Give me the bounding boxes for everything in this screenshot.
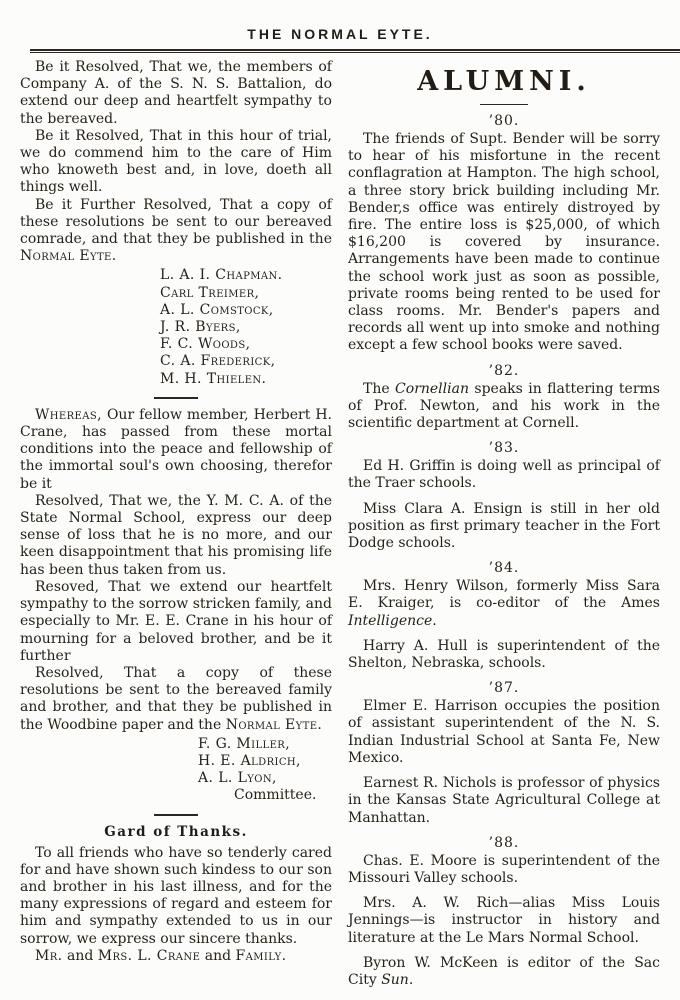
text-run: . bbox=[281, 947, 287, 964]
text-run: Be it Resolved, That in this hour of trial, we do commend him to the care of Him who knoweth best and, in love, doeth all things well. bbox=[20, 127, 332, 196]
signature-name: Carl Treimer, bbox=[160, 284, 260, 301]
card-of-thanks-paragraph bbox=[20, 845, 332, 948]
signature-name: C. A. Frederick, bbox=[160, 353, 276, 370]
text-run: Resolved, That we, the Y. M. C. A. of the State Normal School, express our deep sense of loss that he is no more, and our keen disappointment that his promising life has been thus taken from us. bbox=[20, 492, 332, 578]
text-run: Be it Further Resolved, That a copy of these resolutions be sent to our bereaved comrade, and that they be published in the bbox=[20, 196, 332, 248]
text-run: Mrs. L. Crane bbox=[97, 947, 201, 964]
alumni-entry-83-griffin bbox=[348, 458, 660, 492]
text-run: Normal Eyte bbox=[20, 248, 112, 265]
text-run: Earnest R. Nichols is professor of physics in the Kansas State Agricultural College at Manhattan. bbox=[348, 775, 660, 826]
alumni-heading-rule bbox=[480, 104, 528, 105]
section-divider bbox=[154, 397, 198, 399]
text-run: The bbox=[363, 380, 396, 397]
text-run: Cornellian bbox=[395, 380, 469, 397]
resolution-paragraph-3 bbox=[20, 197, 332, 266]
text-run: and bbox=[62, 947, 98, 964]
columns-container bbox=[0, 53, 680, 989]
right-column bbox=[348, 59, 660, 989]
signature-name: F. C. Woods, bbox=[160, 336, 251, 353]
text-run: Mrs. Henry Wilson, formerly Miss Sara E. Kraiger, is co-editor of the Ames bbox=[348, 578, 660, 612]
section-divider bbox=[154, 814, 198, 816]
alumni-entry-88-mckeen bbox=[348, 955, 660, 989]
card-of-thanks-heading: Gard of Thanks. bbox=[104, 823, 248, 840]
company-signature-list bbox=[20, 267, 332, 387]
committee-signature-list bbox=[20, 736, 332, 805]
resolved-copy-paragraph bbox=[20, 665, 332, 734]
text-run: Mr. bbox=[35, 947, 63, 964]
class-year-heading-82: ’82. bbox=[488, 362, 520, 379]
text-run: Resolved, That a copy of these resolutions be sent to the bereaved family and brother, and that they be published in the Woodbine paper and the bbox=[20, 664, 332, 733]
signature-name: L. A. I. Chapman. bbox=[160, 267, 283, 284]
text-run: . bbox=[111, 248, 117, 265]
class-year-heading-87: ’87. bbox=[488, 680, 520, 697]
alumni-entry-87-nichols bbox=[348, 775, 660, 827]
class-year-heading-83: ’83. bbox=[488, 440, 520, 457]
text-run: Harry A. Hull is superintendent of the Shelton, Nebraska, schools. bbox=[348, 637, 660, 672]
text-run: Be it Resolved, That we, the members of Company A. of the S. N. S. Battalion, do extend our deep and heartfelt sympathy to the bereaved. bbox=[20, 59, 332, 127]
resolution-paragraph-2 bbox=[20, 128, 332, 197]
resoved-sympathy-paragraph bbox=[20, 579, 332, 665]
alumni-entry-84-hull bbox=[348, 638, 660, 672]
text-run: To all friends who have so tenderly cared for and have shown such kindess to our son and brother in his last illness, and for the many expressions of regard and esteem for him and sympathy extended to us in our sorrow, we express our sincere thanks. bbox=[20, 844, 332, 947]
left-column bbox=[20, 59, 332, 989]
text-run: Byron W. McKeen is editor of the Sac City bbox=[348, 954, 660, 988]
alumni-entry-87-harrison bbox=[348, 698, 660, 767]
alumni-entry-83-ensign bbox=[348, 501, 660, 553]
card-of-thanks-signature bbox=[20, 948, 332, 965]
signature-name: M. H. Thielen. bbox=[160, 370, 267, 387]
text-run: Whereas, bbox=[35, 406, 102, 423]
signature-name: F. G. Miller, bbox=[198, 735, 291, 752]
text-run: . bbox=[408, 971, 414, 988]
text-run: Family bbox=[235, 947, 282, 964]
text-run: Ed H. Griffin is doing well as principal of the Traer schools. bbox=[348, 458, 660, 492]
alumni-entry-88-rich bbox=[348, 895, 660, 947]
text-run: The friends of Supt. Bender will be sorry to hear of his misfortune in the recent conflagration at Hampton. The high school, a three story brick building including Mr. Bender,s office was entirely distroyed by fire. The entire loss is $25,000, of which $16,200 is covered by insurance. Arrangements have been made to continue the school work just as soon as possible, private rooms being rented to be used for class rooms. Mr. Bender's papers and records all went up into smoke and nothing except a few school books were saved. bbox=[348, 131, 660, 354]
class-year-heading-88: ’88. bbox=[488, 834, 520, 851]
text-run: Normal Eyte bbox=[225, 716, 318, 733]
alumni-section-heading: ALUMNI. bbox=[417, 66, 591, 97]
signature-name: A. L. Comstock, bbox=[160, 301, 274, 318]
signature-name: J. R. Byers, bbox=[160, 319, 241, 336]
text-run: Miss Clara A. Ensign is still in her old position as first primary teacher in the Fort Dodge schools. bbox=[348, 500, 660, 552]
text-run: . bbox=[432, 612, 437, 629]
resolution-paragraph-1 bbox=[20, 59, 332, 128]
text-run: Our fellow member, Herbert H. Crane, has passed from these mortal conditions into the peace and fellowship of the immortal soul's own choosing, therefor be it bbox=[20, 406, 332, 492]
text-run: . bbox=[317, 716, 322, 733]
text-run: speaks in flattering terms of Prof. Newton, and his work in the scientific department at Cornell. bbox=[348, 380, 660, 432]
alumni-entry-88-moore bbox=[348, 853, 660, 887]
text-run: Resoved, That we extend our heartfelt sympathy to the sorrow stricken family, and especially to Mr. E. E. Crane in his hour of mourning for a beloved brother, and be it further bbox=[20, 578, 332, 664]
signature-name: H. E. Aldrich, bbox=[198, 752, 301, 769]
text-run: Sun bbox=[381, 971, 409, 988]
alumni-entry-80 bbox=[348, 131, 660, 355]
text-run: Intelligence bbox=[348, 612, 433, 629]
class-year-heading-84: ’84. bbox=[488, 560, 520, 577]
text-run: and bbox=[200, 947, 236, 964]
whereas-paragraph bbox=[20, 407, 332, 493]
text-run: Mrs. A. W. Rich—alias Miss Louis Jennings—is instructor in history and literature at the Le Mars Normal School. bbox=[348, 895, 660, 946]
class-year-heading-80: ’80. bbox=[488, 113, 520, 129]
alumni-entry-84-wilson bbox=[348, 578, 660, 630]
resolved-ymca-paragraph bbox=[20, 493, 332, 579]
masthead-title: THE NORMAL EYTE. bbox=[247, 26, 433, 42]
text-run: Elmer E. Harrison occupies the position of assistant superintendent of the N. S. Indian Industrial School at Santa Fe, New Mexico. bbox=[348, 698, 660, 766]
signature-name: A. L. Lyon, bbox=[198, 770, 277, 787]
alumni-entry-82 bbox=[348, 381, 660, 433]
committee-label: Committee. bbox=[234, 787, 317, 804]
text-run: Chas. E. Moore is superintendent of the Missouri Valley schools. bbox=[348, 852, 660, 886]
